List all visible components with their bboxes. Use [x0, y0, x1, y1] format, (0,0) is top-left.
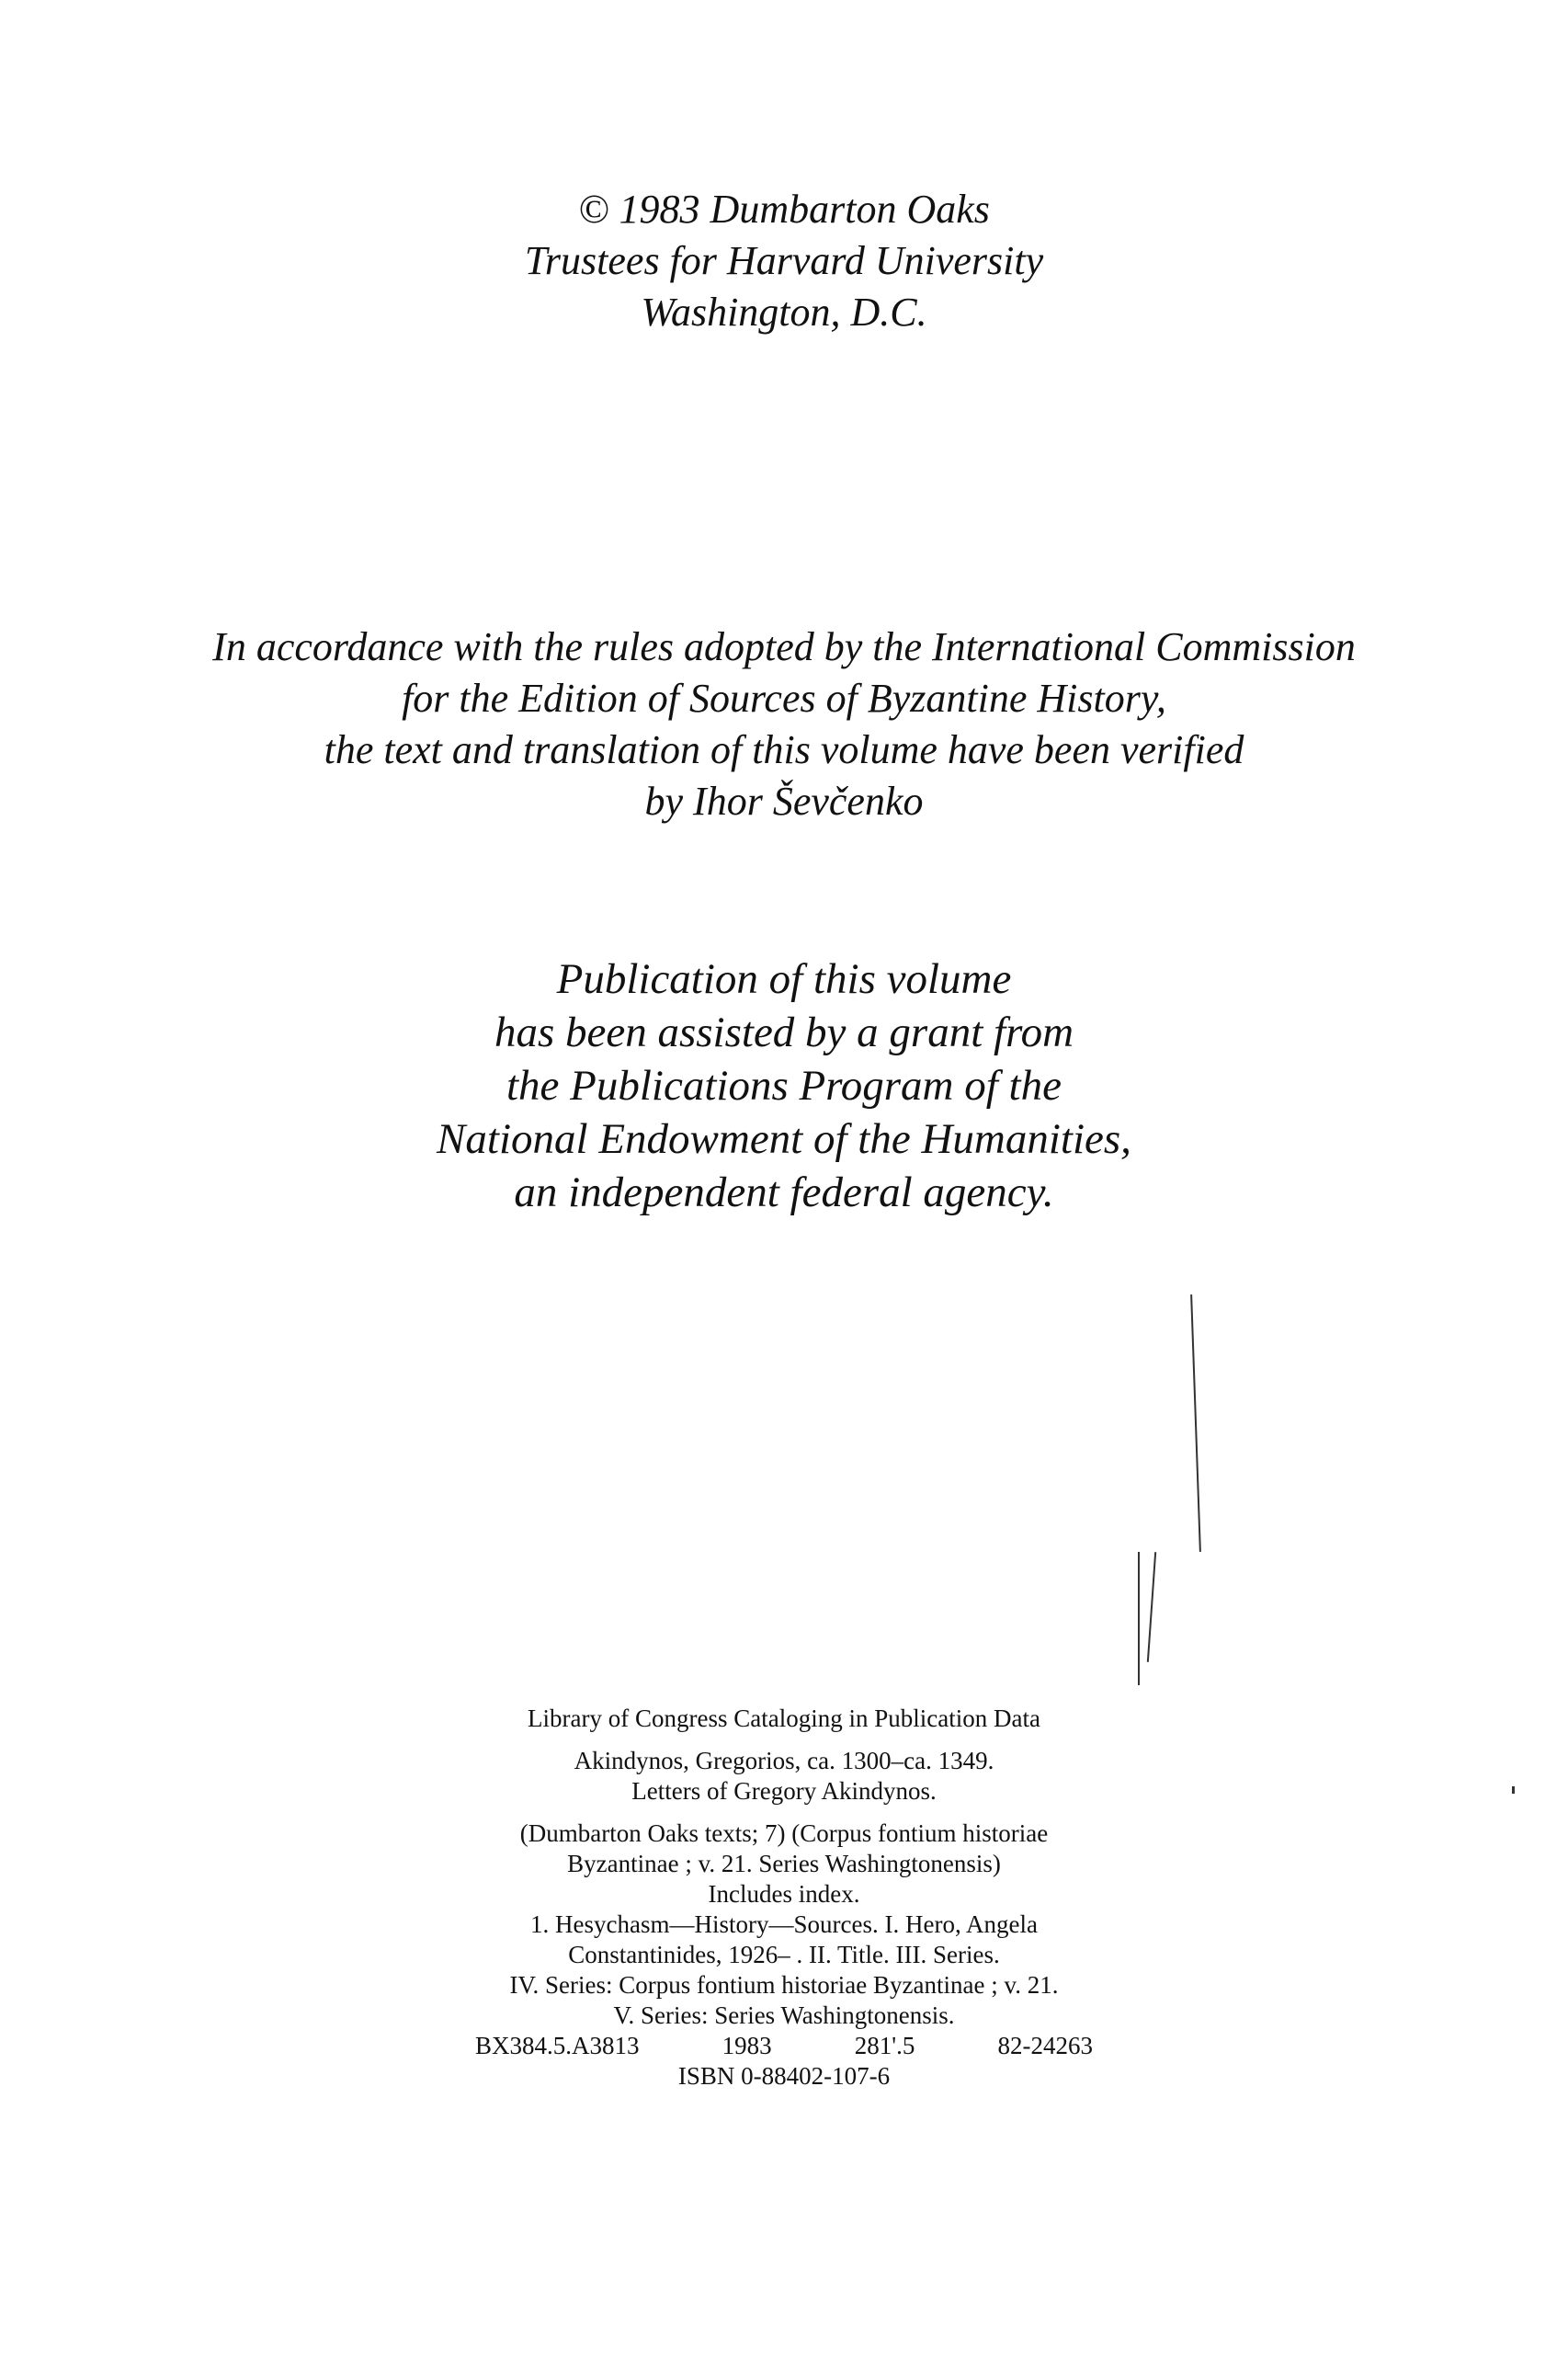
- cip-series-line: Byzantinae ; v. 21. Series Washingtonensis): [567, 1850, 1001, 1877]
- copyright-block: [0, 184, 1568, 338]
- publication-line: has been assisted by a grant from: [494, 1009, 1074, 1056]
- cip-classification-row: [475, 2031, 1093, 2061]
- cip-year: 1983: [722, 2032, 772, 2059]
- cip-heading: Library of Congress Cataloging in Publication Data: [528, 1704, 1040, 1732]
- cip-subject-line: Constantinides, 1926– . II. Title. III. Series.: [568, 1941, 1000, 1968]
- trustees-line: Trustees for Harvard University: [524, 238, 1044, 283]
- cip-author-group: [0, 1746, 1568, 1807]
- cip-series-line: (Dumbarton Oaks texts; 7) (Corpus fontium historiae: [519, 1819, 1049, 1847]
- publication-line: National Endowment of the Humanities,: [437, 1115, 1131, 1163]
- verification-note: [0, 621, 1568, 827]
- cip-isbn: ISBN 0-88402-107-6: [677, 2062, 891, 2090]
- cip-lccn: 82-24263: [997, 2032, 1093, 2059]
- cip-subject-line: V. Series: Series Washingtonensis.: [613, 2001, 955, 2029]
- verification-line: the text and translation of this volume have been verified: [324, 727, 1244, 772]
- scan-mark: [1190, 1294, 1201, 1552]
- publication-line: an independent federal agency.: [514, 1169, 1054, 1216]
- cip-dewey: 281'.5: [854, 2032, 915, 2059]
- publication-line: Publication of this volume: [556, 955, 1012, 1003]
- scan-mark: [1138, 1552, 1140, 1685]
- cip-author: Akindynos, Gregorios, ca. 1300–ca. 1349.: [574, 1747, 994, 1774]
- publication-line: the Publications Program of the: [506, 1062, 1062, 1110]
- copyright-line: © 1983 Dumbarton Oaks: [578, 187, 990, 232]
- verification-line: by Ihor Ševčenko: [644, 779, 924, 824]
- publication-grant-note: [0, 952, 1568, 1219]
- location-line: Washington, D.C.: [641, 290, 927, 335]
- verification-line: In accordance with the rules adopted by the International Commission: [212, 624, 1356, 669]
- cip-call-number: BX384.5.A3813: [475, 2032, 640, 2059]
- cip-title: Letters of Gregory Akindynos.: [631, 1777, 937, 1805]
- cip-subject-line: 1. Hesychasm—History—Sources. I. Hero, Angela: [530, 1910, 1038, 1938]
- cip-series-line: Includes index.: [708, 1880, 860, 1908]
- scan-mark: [1147, 1552, 1156, 1662]
- cip-series-group: [0, 1818, 1568, 2092]
- verification-line: for the Edition of Sources of Byzantine History,: [402, 676, 1166, 721]
- cip-subject-line: IV. Series: Corpus fontium historiae Byzantinae ; v. 21.: [509, 1971, 1059, 1999]
- cip-data: [0, 1704, 1568, 2092]
